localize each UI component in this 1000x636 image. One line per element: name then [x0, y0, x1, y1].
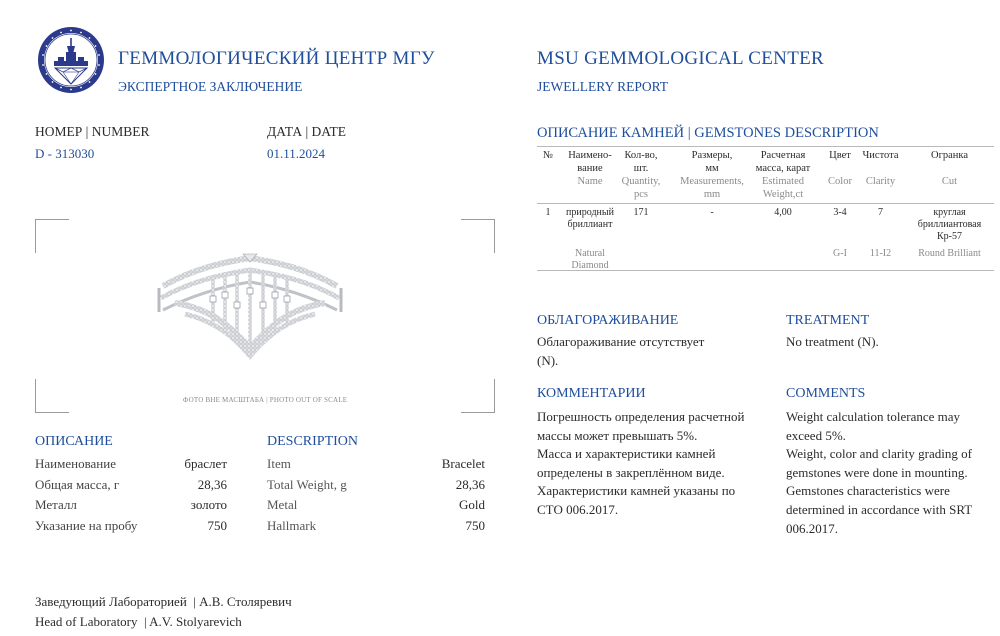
- gemstones-header-en: Measurements, mm: [680, 176, 744, 200]
- gemstones-header-ru: Размеры, мм: [691, 150, 733, 174]
- description-value: 750: [465, 518, 485, 534]
- description-key: Metal: [267, 497, 298, 513]
- gemstones-header-ru: Кол-во, шт.: [624, 150, 658, 174]
- gemstones-header-en: Name: [577, 176, 603, 187]
- description-value: Gold: [459, 497, 485, 513]
- gemstones-heading: ОПИСАНИЕ КАМНЕЙ | GEMSTONES DESCRIPTION: [537, 125, 879, 141]
- gemstones-header-ru: Огранка: [930, 150, 969, 161]
- description-table-en: [267, 456, 485, 539]
- description-key: Общая масса, г: [35, 476, 120, 492]
- gemstones-cell-ru: 7: [878, 207, 883, 218]
- treatment-text-en: No treatment (N).: [786, 334, 879, 349]
- comments-heading-en: COMMENTS: [786, 386, 866, 401]
- gemstones-cell-ru: 3-4: [833, 207, 847, 218]
- gemstones-cell-ru: -: [710, 207, 714, 218]
- description-value: Bracelet: [441, 456, 485, 471]
- gemstones-cell-ru: 1: [545, 207, 551, 218]
- treatment-heading-ru: ОБЛАГОРАЖИВАНИЕ: [537, 313, 679, 328]
- description-key: Указание на пробу: [35, 518, 138, 534]
- report-subtitle-ru: ЭКСПЕРТНОЕ ЗАКЛЮЧЕНИЕ: [118, 79, 303, 94]
- photo-frame-corner: [461, 219, 495, 253]
- description-value: золото: [190, 497, 227, 513]
- gemstones-cell-en: 11-I2: [869, 248, 892, 259]
- description-row: [35, 477, 227, 498]
- gemstones-cell-en: Round Brilliant: [918, 248, 981, 259]
- gemstones-header-ru: №: [542, 150, 554, 161]
- signature-line-en: Head of Laboratory | A.V. Stolyarevich: [35, 614, 242, 629]
- gemstones-header-ru: Чистота: [862, 150, 899, 161]
- signature-line-ru: Заведующий Лабораторией | А.В. Столяревич: [35, 594, 292, 609]
- description-value: браслет: [184, 456, 227, 471]
- gemstones-cell-en: Natural Diamond: [571, 248, 609, 271]
- gemstones-cell-ru: 171: [633, 207, 649, 218]
- description-value: 28,36: [455, 476, 485, 492]
- gemstones-header-en: Clarity: [865, 176, 896, 187]
- gemstones-cell-ru: природный бриллиант: [566, 207, 614, 230]
- treatment-heading-en: TREATMENT: [786, 313, 870, 328]
- description-row: [267, 456, 485, 477]
- photo-scale-note: ФОТО ВНЕ МАСШТАБА | PHOTO OUT OF SCALE: [182, 396, 348, 404]
- comments-heading-ru: КОММЕНТАРИИ: [537, 386, 646, 401]
- description-heading-en: DESCRIPTION: [267, 434, 359, 449]
- diamond-bracelet-photo: [155, 248, 345, 363]
- gemstones-header-en: Color: [828, 176, 852, 187]
- report-date-label: ДАТА | DATE: [267, 124, 347, 139]
- gemstones-cell-ru: 4,00: [774, 207, 792, 218]
- msu-university-emblem-icon: [37, 26, 105, 94]
- table-rule: [537, 146, 994, 147]
- report-number-value: D - 313030: [35, 146, 95, 161]
- photo-frame-corner: [35, 219, 69, 253]
- gemstones-cell-ru: круглая бриллиантовая Кр-57: [917, 207, 982, 242]
- gemstones-header-en: Estimated Weight,ct: [762, 176, 804, 200]
- description-value: 750: [207, 518, 227, 534]
- description-table-ru: [35, 456, 227, 539]
- report-subtitle-en: JEWELLERY REPORT: [537, 79, 669, 94]
- gemstones-header-ru: Наимено- вание: [568, 150, 612, 174]
- description-value: 28,36: [197, 476, 227, 492]
- description-key: Item: [267, 456, 291, 471]
- description-row: [267, 518, 485, 539]
- treatment-text-ru: Облагораживание отсутствует (N).: [537, 334, 705, 368]
- comments-text-ru: Погрешность определения расчетной массы может превышать 5%. Масса и характеристики камней определены в закреплённом виде. Характеристики камней указаны по СТО 006.2017.: [537, 409, 745, 517]
- comments-text-en: Weight calculation tolerance may exceed 5%. Weight, color and clarity grading of gemstones were done in mounting. Gemstones characteristics were determined in accordance with SRT 006.2017.: [786, 409, 973, 536]
- report-date-value: 01.11.2024: [267, 146, 326, 161]
- gemstones-header-ru: Цвет: [829, 150, 851, 161]
- table-rule: [537, 203, 994, 204]
- description-row: [35, 518, 227, 539]
- gemstones-header-en: Quantity, pcs: [621, 176, 661, 200]
- report-number-label: НОМЕР | NUMBER: [35, 124, 150, 139]
- description-row: [267, 497, 485, 518]
- gemstones-header-ru: Расчетная масса, карат: [755, 150, 811, 174]
- description-row: [267, 477, 485, 498]
- gemstones-header-en: Cut: [941, 176, 958, 187]
- description-key: Hallmark: [267, 518, 317, 534]
- description-row: [35, 456, 227, 477]
- description-key: Total Weight, g: [267, 476, 347, 492]
- description-row: [35, 497, 227, 518]
- description-key: Металл: [35, 497, 77, 513]
- description-key: Наименование: [35, 456, 116, 471]
- lab-title-en: MSU GEMMOLOGICAL CENTER: [537, 48, 824, 69]
- description-heading-ru: ОПИСАНИЕ: [35, 434, 113, 449]
- gemstones-cell-en: G-I: [833, 248, 847, 259]
- lab-title-ru: ГЕММОЛОГИЧЕСКИЙ ЦЕНТР МГУ: [118, 48, 435, 69]
